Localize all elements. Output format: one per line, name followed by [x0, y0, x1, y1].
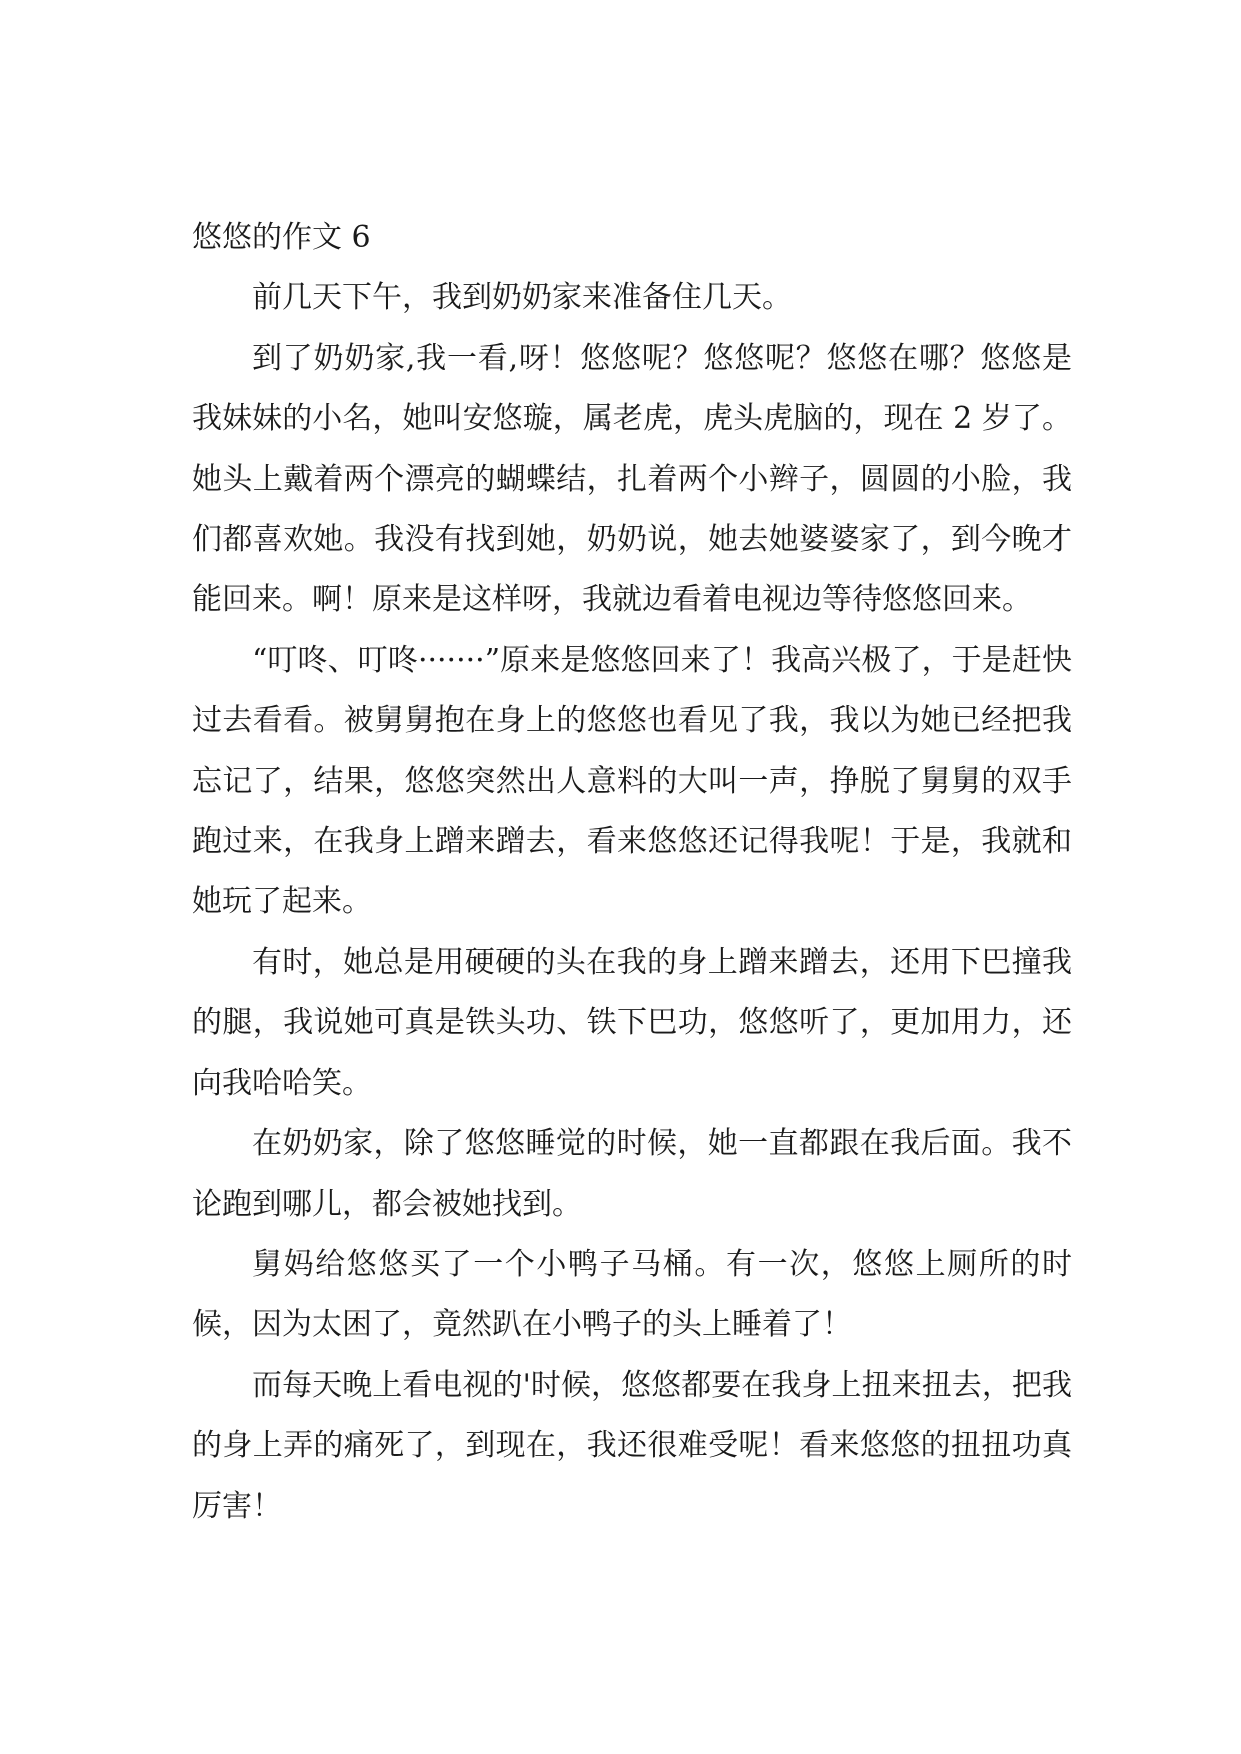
paragraph-6: 舅妈给悠悠买了一个小鸭子马桶。有一次，悠悠上厕所的时候，因为太困了，竟然趴在小鸭子的头上睡着了！ [192, 1246, 1072, 1343]
document-body [192, 208, 1072, 1537]
paragraph-4: 有时，她总是用硬硬的头在我的身上蹭来蹭去，还用下巴撞我的腿，我说她可真是铁头功、铁下巴功，悠悠听了，更加用力，还向我哈哈笑。 [192, 944, 1072, 1101]
paragraph-7: 而每天晚上看电视的'时候，悠悠都要在我身上扭来扭去，把我的身上弄的痛死了，到现在，我还很难受呢！看来悠悠的扭扭功真厉害！ [192, 1367, 1072, 1524]
paragraph-1: 前几天下午，我到奶奶家来准备住几天。 [252, 280, 792, 316]
paragraph-3: “叮咚、叮咚·······”原来是悠悠回来了！我高兴极了，于是赶快过去看看。被舅舅抱在身上的悠悠也看见了我，我以为她已经把我忘记了，结果，悠悠突然出人意料的大叫一声，挣脱了舅舅的双手跑过来，在我身上蹭来蹭去，看来悠悠还记得我呢！于是，我就和她玩了起来。 [192, 642, 1072, 920]
paragraph-2: 到了奶奶家,我一看,呀！悠悠呢？悠悠呢？悠悠在哪？悠悠是我妹妹的小名，她叫安悠璇，属老虎，虎头虎脑的，现在 2 岁了。她头上戴着两个漂亮的蝴蝶结，扎着两个小辫子，圆圆的小脸，我们都喜欢她。我没有找到她，奶奶说，她去她婆婆家了，到今晚才能回来。啊！原来是这样呀，我就边看着电视边等待悠悠回来。 [192, 340, 1072, 618]
document-title: 悠悠的作文 6 [192, 220, 371, 255]
paragraph-5: 在奶奶家，除了悠悠睡觉的时候，她一直都跟在我后面。我不论跑到哪儿，都会被她找到。 [192, 1126, 1072, 1222]
